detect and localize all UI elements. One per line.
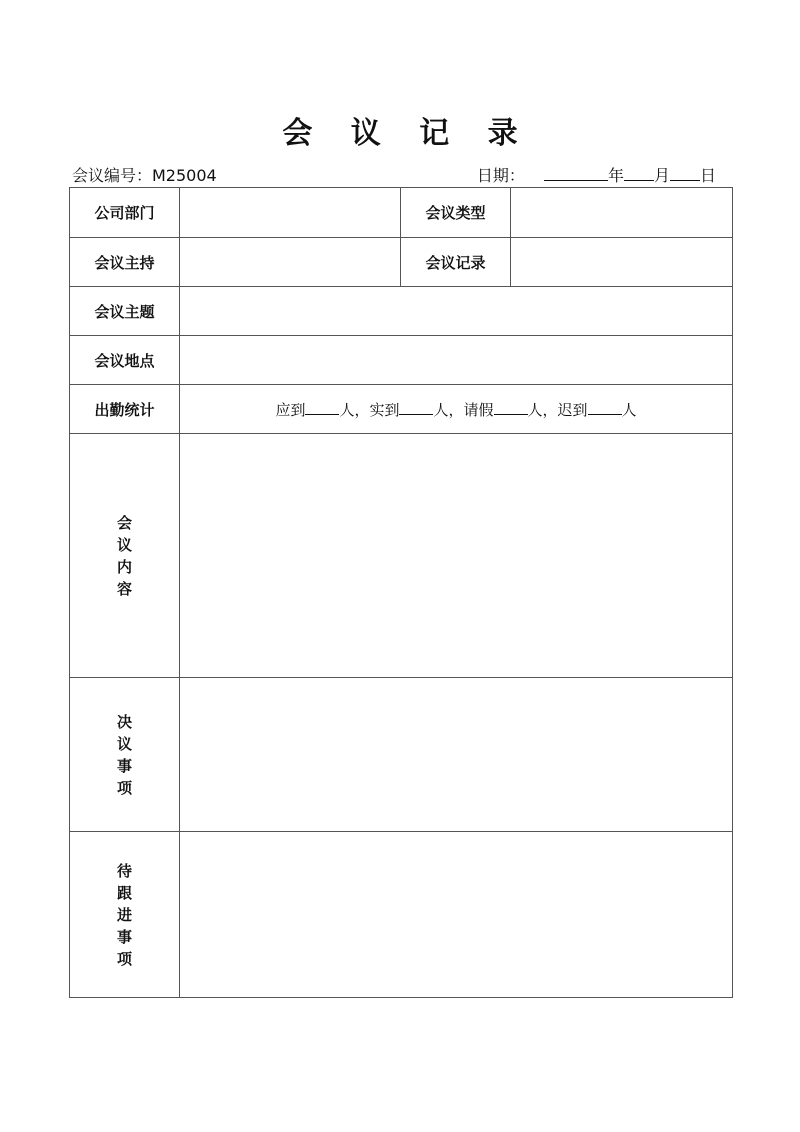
- meeting-number: 会议编号：M25004: [72, 166, 217, 185]
- location-field[interactable]: [180, 336, 733, 385]
- actual-label: ，实到: [354, 401, 400, 419]
- label-char: 项: [116, 949, 132, 968]
- label-char: 进: [116, 905, 132, 924]
- department-field[interactable]: [180, 188, 401, 238]
- topic-label: 会议主题: [70, 287, 180, 336]
- unit-label: 人: [621, 401, 637, 419]
- year-label: 年: [607, 166, 624, 185]
- day-label: 日: [699, 166, 716, 185]
- department-label: 公司部门: [70, 188, 180, 238]
- table-row: [70, 832, 733, 998]
- label-char: 会: [116, 513, 132, 532]
- leave-blank[interactable]: [494, 398, 528, 415]
- table-row: [70, 385, 733, 434]
- type-field[interactable]: [511, 188, 733, 238]
- late-blank[interactable]: [588, 398, 622, 415]
- label-char: 议: [116, 535, 132, 554]
- topic-field[interactable]: [180, 287, 733, 336]
- due-blank[interactable]: [305, 398, 339, 415]
- table-row: [70, 287, 733, 336]
- label-char: 议: [116, 734, 132, 753]
- label-char: 决: [116, 712, 132, 731]
- meeting-form-table: [69, 187, 733, 998]
- attendance-label: 出勤统计: [70, 385, 180, 434]
- decision-field[interactable]: [180, 678, 733, 832]
- label-char: 项: [116, 778, 132, 797]
- meta-line: [72, 163, 732, 185]
- table-row: [70, 188, 733, 238]
- content-field[interactable]: [180, 434, 733, 678]
- followup-label: [70, 832, 180, 998]
- location-label: 会议地点: [70, 336, 180, 385]
- unit-label: 人: [527, 401, 543, 419]
- table-row: [70, 238, 733, 287]
- host-field[interactable]: [180, 238, 401, 287]
- followup-field[interactable]: [180, 832, 733, 998]
- recorder-label: 会议记录: [401, 238, 511, 287]
- unit-label: 人: [433, 401, 449, 419]
- recorder-field[interactable]: [511, 238, 733, 287]
- table-row: [70, 678, 733, 832]
- actual-blank[interactable]: [399, 398, 433, 415]
- attendance-field: [180, 385, 733, 434]
- year-blank[interactable]: [544, 164, 608, 181]
- date-line: [477, 163, 716, 186]
- label-char: 待: [116, 861, 132, 880]
- date-label: 日期：: [476, 166, 525, 185]
- label-char: 跟: [116, 883, 132, 902]
- type-label: 会议类型: [401, 188, 511, 238]
- label-char: 容: [116, 579, 132, 598]
- host-label: 会议主持: [70, 238, 180, 287]
- month-blank[interactable]: [624, 164, 654, 181]
- label-char: 内: [116, 557, 132, 576]
- decision-label: [70, 678, 180, 832]
- page-title: 会 议 记 录: [282, 116, 532, 151]
- late-label: ，迟到: [542, 401, 588, 419]
- leave-label: ，请假: [448, 401, 494, 419]
- content-label: [70, 434, 180, 678]
- unit-label: 人: [339, 401, 355, 419]
- due-label: 应到: [275, 401, 306, 419]
- day-blank[interactable]: [670, 164, 700, 181]
- label-char: 事: [116, 927, 132, 946]
- table-row: [70, 336, 733, 385]
- label-char: 事: [116, 756, 132, 775]
- table-row: [70, 434, 733, 678]
- month-label: 月: [653, 166, 670, 185]
